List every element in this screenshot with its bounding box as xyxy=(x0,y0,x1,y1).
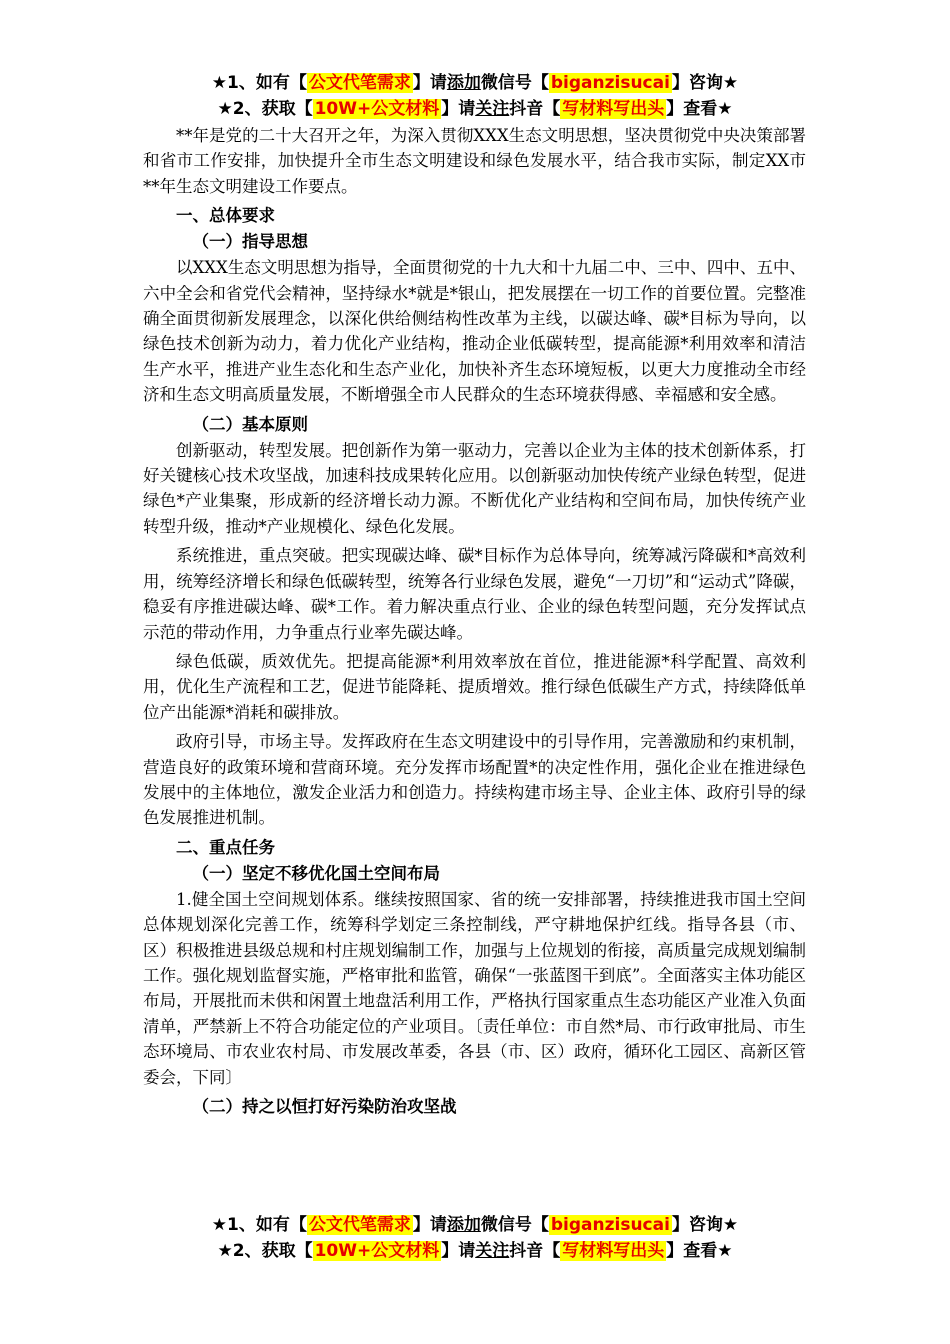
subsection-heading: （二）持之以恒打好污染防治攻坚战 xyxy=(192,1097,457,1116)
document-body xyxy=(143,123,806,1120)
paragraph: 1.健全国土空间规划体系。继续按照国家、省的统一安排部署，持续推进我市国土空间总体规划深化完善工作，统筹科学划定三条控制线，严守耕地保护红线。指导各县（市、区）积极推进县级总规和村庄规划编制工作，加强与上位规划的衔接，高质量完成规划编制工作。强化规划监督实施，严格审批和监管，确保“一张蓝图干到底”。全面落实主体功能区布局，开展批而未供和闲置土地盘活利用工作，严格执行国家重点生态功能区产业准入负面清单，严禁新上不符合功能定位的产业项目。〔责任单位：市自然*局、市行政审批局、市生态环境局、市农业农村局、市发展改革委，各县（市、区）政府，循环化工园区、高新区管委会，下同〕 xyxy=(143,889,806,1087)
banner-highlight: biganzisucai xyxy=(550,73,670,93)
banner-line-1: ★1、如有【 公文代笔需求 】请添加微信号【 biganzisucai 】咨询★ xyxy=(211,73,739,93)
subsection-heading: （二）基本原则 xyxy=(192,414,308,434)
banner-highlight: 10W+公文材料 xyxy=(314,99,440,119)
banner-highlight: 写材料写出头 xyxy=(562,1241,665,1261)
banner-line-2: ★2、获取【 10W+公文材料 】请关注抖音【 写材料写出头 】查看★ xyxy=(217,1241,733,1261)
banner-line-2: ★2、获取【 10W+公文材料 】请关注抖音【 写材料写出头 】查看★ xyxy=(217,99,733,119)
bottom-banner xyxy=(0,1212,950,1264)
top-banner xyxy=(0,70,950,122)
paragraph: 绿色低碳，质效优先。把提高能源*利用效率放在首位，推进能源*科学配置、高效利用，优化生产流程和工艺，促进节能降耗、提质增效。推行绿色低碳生产方式，持续降低单位产出能源*消耗和碳排放。 xyxy=(143,651,806,722)
banner-highlight: 公文代笔需求 xyxy=(308,73,411,93)
banner-highlight: 写材料写出头 xyxy=(562,99,665,119)
paragraph: 系统推进，重点突破。把实现碳达峰、碳*目标作为总体导向，统筹减污降碳和*高效利用，统筹经济增长和绿色低碳转型，统筹各行业绿色发展，避免“一刀切”和“运动式”降碳，稳妥有序推进碳达峰、碳*工作。着力解决重点行业、企业的绿色转型问题，充分发挥试点示范的带动作用，力争重点行业率先碳达峰。 xyxy=(143,546,806,642)
banner-highlight: 10W+公文材料 xyxy=(314,1241,440,1261)
section-heading: 二、重点任务 xyxy=(176,837,275,857)
banner-highlight: 公文代笔需求 xyxy=(308,1215,411,1235)
subsection-heading: （一）坚定不移优化国土空间布局 xyxy=(192,863,440,883)
subsection-heading: （一）指导思想 xyxy=(192,232,308,252)
section-heading: 一、总体要求 xyxy=(176,206,275,226)
intro-paragraph: **年是党的二十大召开之年，为深入贯彻XXX生态文明思想，坚决贯彻党中央决策部署和省市工作安排，加快提升全市生态文明建设和绿色发展水平，结合我市实际，制定XX市**年生态文明建设工作要点。 xyxy=(143,126,806,196)
paragraph: 创新驱动，转型发展。把创新作为第一驱动力，完善以企业为主体的技术创新体系，打好关键核心技术攻坚战，加速科技成果转化应用。以创新驱动加快传统产业绿色转型，促进绿色*产业集聚，形成新的经济增长动力源。不断优化产业结构和空间布局，加快传统产业转型升级，推动*产业规模化、绿色化发展。 xyxy=(143,440,806,536)
paragraph: 以XXX生态文明思想为指导，全面贯彻党的十九大和十九届二中、三中、四中、五中、六中全会和省党代会精神，坚持绿水*就是*银山，把发展摆在一切工作的首要位置。完整准确全面贯彻新发展理念，以深化供给侧结构性改革为主线，以碳达峰、碳*目标为导向，以绿色技术创新为动力，着力优化产业结构，推动企业低碳转型，提高能源*利用效率和清洁生产水平，推进产业生态化和生态产业化，加快补齐生态环境短板，以更大力度推动全市经济和生态文明高质量发展，不断增强全市人民群众的生态环境获得感、幸福感和安全感。 xyxy=(143,258,806,405)
banner-highlight: biganzisucai xyxy=(550,1215,670,1235)
banner-line-1: ★1、如有【 公文代笔需求 】请添加微信号【 biganzisucai 】咨询★ xyxy=(211,1215,739,1235)
paragraph: 政府引导，市场主导。发挥政府在生态文明建设中的引导作用，完善激励和约束机制，营造良好的政策环境和营商环境。充分发挥市场配置*的决定性作用，强化企业在推进绿色发展中的主体地位，激发企业活力和创造力。持续构建市场主导、企业主体、政府引导的绿色发展推进机制。 xyxy=(143,732,806,828)
